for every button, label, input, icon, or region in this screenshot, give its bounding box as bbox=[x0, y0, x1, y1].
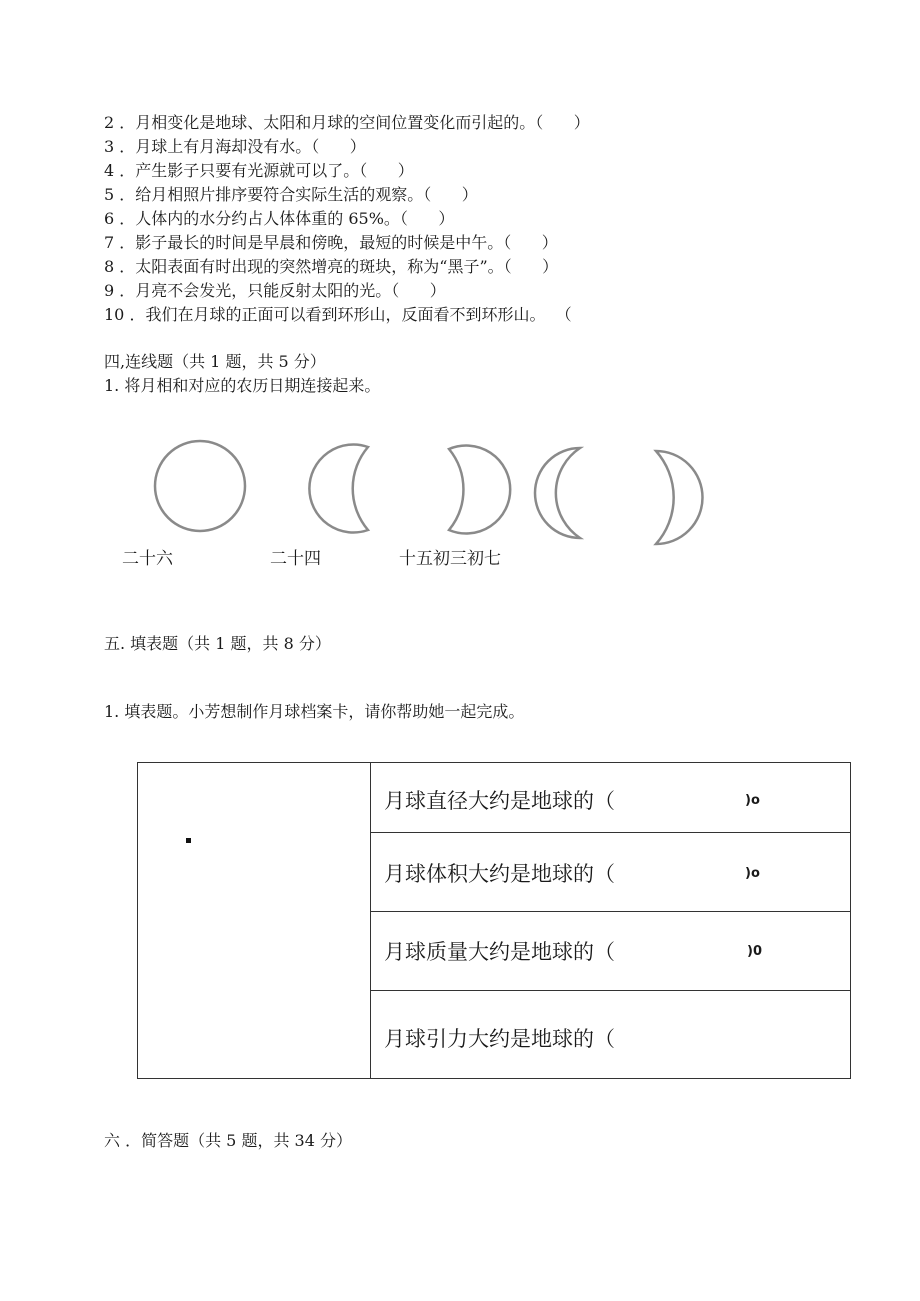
moon-crescent-left-icon bbox=[309, 445, 368, 533]
moon-archive-table bbox=[137, 762, 851, 1079]
moon-label-2: 二十四 bbox=[270, 549, 321, 569]
section-5-title: 五. 填表题（共 1 题，共 8 分） bbox=[104, 634, 331, 653]
judgement-item-2: 2 ．月相变化是地球、太阳和月球的空间位置变化而引起的。（ ） bbox=[104, 113, 590, 132]
row-gravity-text: 月球引力大约是地球的（ bbox=[384, 1027, 615, 1051]
judgement-item-5: 5 ．给月相照片排序要符合实际生活的观察。（ ） bbox=[104, 185, 478, 204]
table-row bbox=[371, 912, 850, 991]
table-row bbox=[371, 833, 850, 912]
moon-crescent-right-icon bbox=[449, 446, 510, 534]
judgement-item-3: 3 ．月球上有月海却没有水。（ ） bbox=[104, 137, 366, 156]
bullet-mark bbox=[186, 838, 191, 843]
section-4-title: 四,连线题（共 1 题，共 5 分） bbox=[104, 352, 326, 371]
row-volume-end: )o bbox=[745, 866, 760, 881]
moon-full-icon bbox=[155, 441, 245, 531]
table-row bbox=[371, 991, 850, 1078]
moon-label-1: 二十六 bbox=[122, 549, 173, 569]
judgement-item-9: 9 ．月亮不会发光，只能反射太阳的光。（ ） bbox=[104, 281, 446, 300]
row-mass-end: )0 bbox=[747, 944, 762, 959]
moon-crescent-left-thick-icon bbox=[535, 448, 580, 538]
moon-phases-figure bbox=[0, 0, 920, 600]
table-image-cell bbox=[138, 763, 371, 1078]
judgement-item-8: 8 ．太阳表面有时出现的突然增亮的斑块，称为“黑子”。（ ） bbox=[104, 257, 559, 276]
row-mass-text: 月球质量大约是地球的（ bbox=[384, 940, 615, 964]
row-volume-text: 月球体积大约是地球的（ bbox=[384, 862, 615, 886]
section-6-title: 六 ．简答题（共 5 题，共 34 分） bbox=[104, 1131, 352, 1150]
section-5-question: 1. 填表题。小芳想制作月球档案卡，请你帮助她一起完成。 bbox=[104, 702, 525, 721]
judgement-item-7: 7 ．影子最长的时间是早晨和傍晚，最短的时候是中午。（ ） bbox=[104, 233, 558, 252]
moon-label-3: 十五初三初七 bbox=[399, 549, 501, 569]
row-diameter-text: 月球直径大约是地球的（ bbox=[384, 789, 615, 813]
table-row bbox=[371, 763, 850, 833]
moon-crescent-right-thick-icon bbox=[656, 451, 703, 544]
row-diameter-end: )o bbox=[745, 793, 760, 808]
section-4-question: 1. 将月相和对应的农历日期连接起来。 bbox=[104, 376, 381, 395]
judgement-item-6: 6 ．人体内的水分约占人体体重的 65%。（ ） bbox=[104, 209, 455, 228]
judgement-item-10: 10 ．我们在月球的正面可以看到环形山，反面看不到环形山。 （ bbox=[104, 305, 572, 324]
judgement-item-4: 4 ．产生影子只要有光源就可以了。（ ） bbox=[104, 161, 414, 180]
